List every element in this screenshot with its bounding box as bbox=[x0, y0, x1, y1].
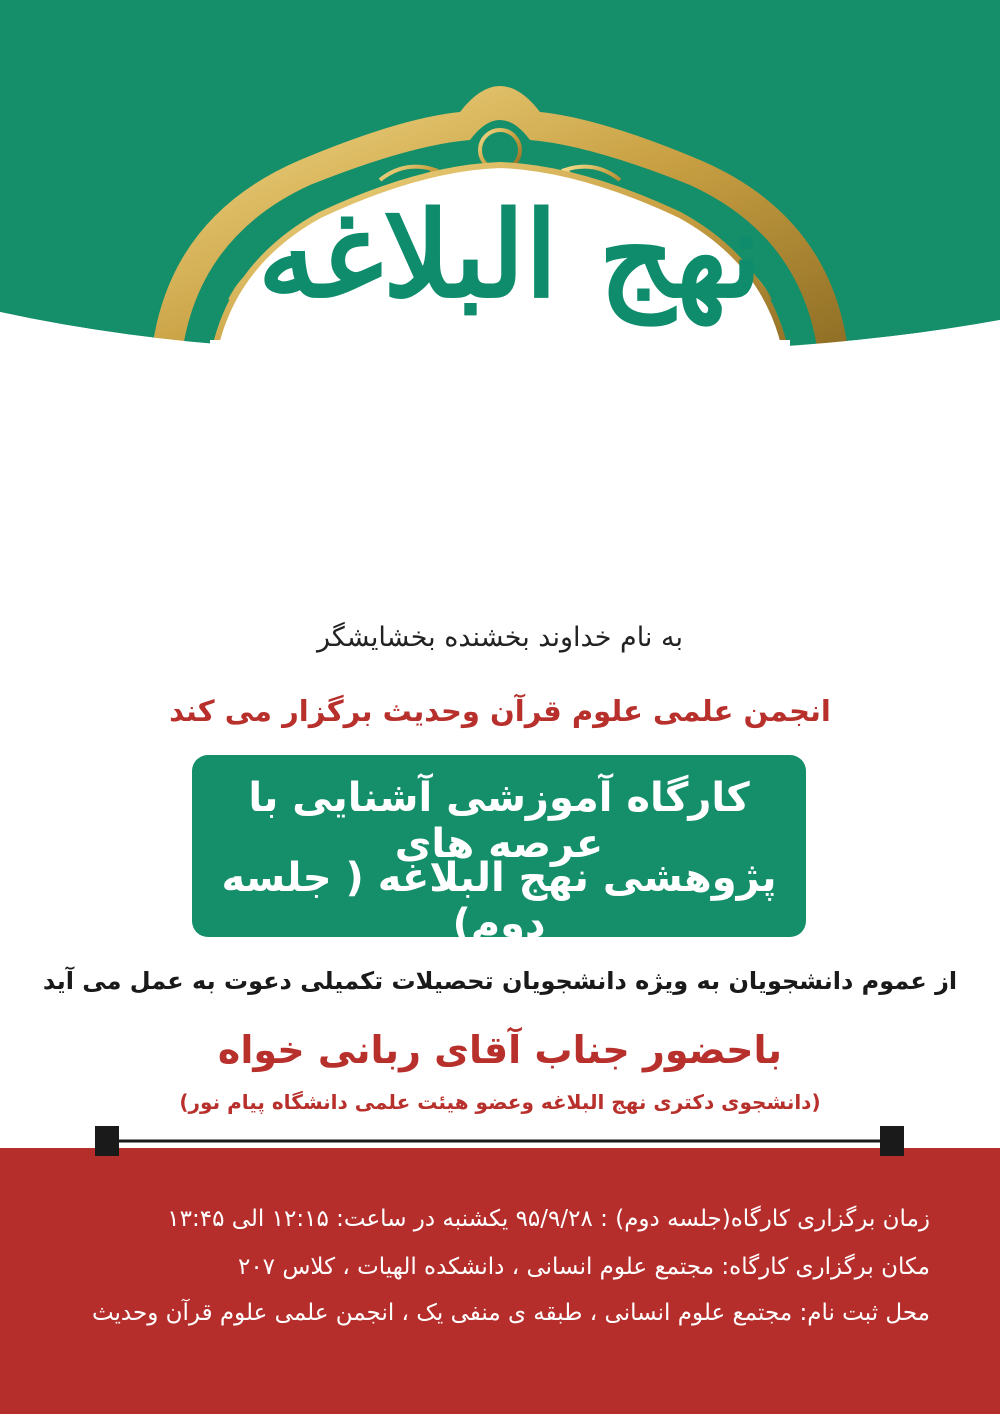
workshop-venue: مکان برگزاری کارگاه: مجتمع علوم انسانی ، دانشکده الهیات ، کلاس ۲۰۷ bbox=[237, 1254, 930, 1280]
workshop-title-line1: کارگاه آموزشی آشنایی با عرصه های bbox=[248, 775, 750, 867]
invitation-text: از عموم دانشجویان به ویژه دانشجویان تحصیلات تکمیلی دعوت به عمل می آید bbox=[42, 967, 958, 995]
speaker-description: (دانشجوی دکتری نهج البلاغه وعضو هیئت علمی دانشگاه پیام نور) bbox=[179, 1090, 821, 1114]
workshop-title-line2: پژوهشی نهج البلاغه ( جلسه دوم) bbox=[221, 855, 777, 947]
speaker-name: باحضور جناب آقای ربانی خواه bbox=[217, 1028, 783, 1072]
workshop-time: زمان برگزاری کارگاه(جلسه دوم) : ۹۵/۹/۲۸ یکشنبه در ساعت: ۱۲:۱۵ الی ۱۳:۴۵ bbox=[167, 1206, 930, 1232]
title-calligraphy: نهج البلاغه bbox=[257, 185, 763, 324]
basmala: به نام خداوند بخشنده بخشایشگر bbox=[316, 622, 684, 653]
registration-location: محل ثبت نام: مجتمع علوم انسانی ، طبقه ی منفی یک ، انجمن علمی علوم قرآن وحدیث bbox=[91, 1300, 930, 1326]
section-divider bbox=[0, 1124, 1000, 1164]
organizer-line: انجمن علمی علوم قرآن وحدیث برگزار می کند bbox=[169, 694, 831, 728]
details-panel bbox=[0, 1148, 1000, 1414]
